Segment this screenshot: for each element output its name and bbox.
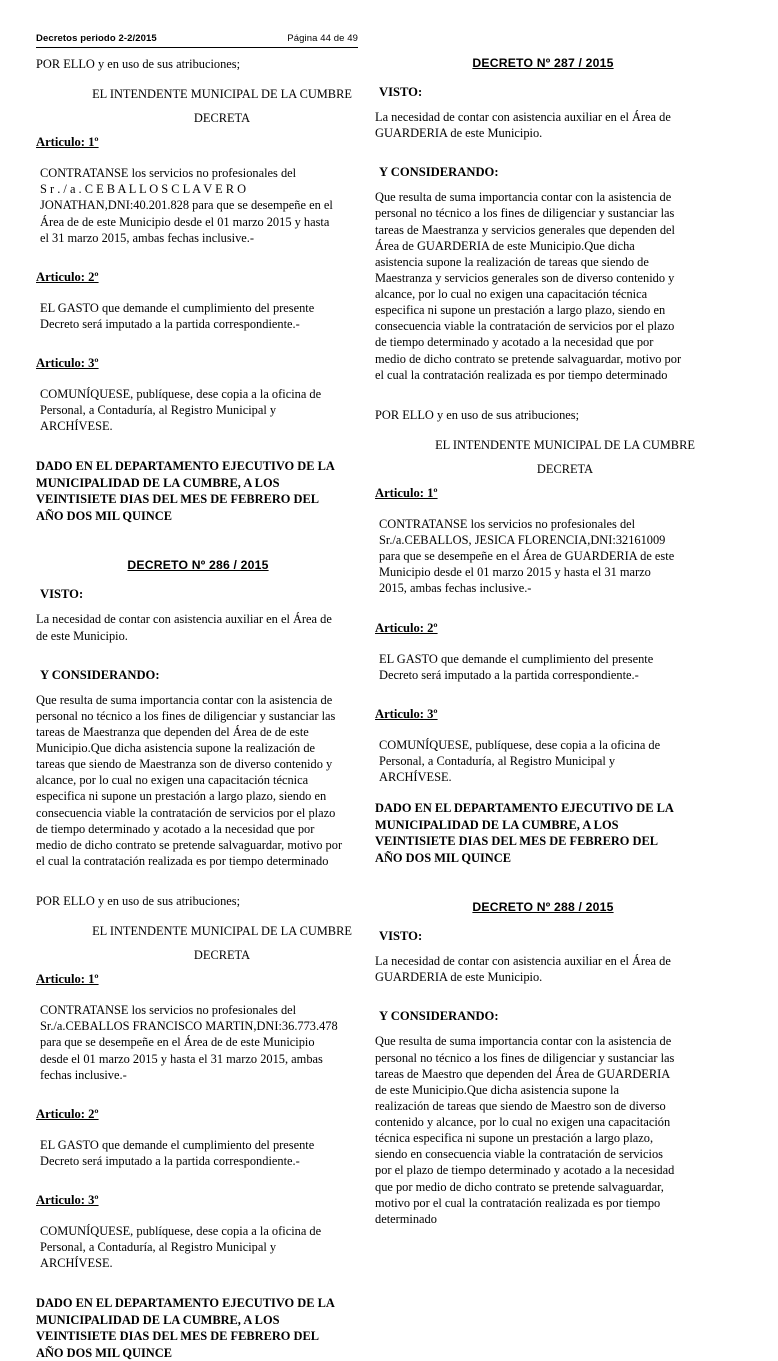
decreta-285: DECRETA	[193, 111, 251, 126]
articulo-2-line: EL GASTO que demande el cumplimiento del presente	[40, 1137, 315, 1152]
dado-line: AÑO DOS MIL QUINCE	[36, 1345, 172, 1360]
considerando-line: técnica especifica ni supone un prestación a largo plazo,	[375, 1131, 654, 1146]
articulo-1-line: S r . / a . C E B A L L O S C L A V E R O	[40, 182, 247, 197]
articulo-1-label-285: Articulo: 1º	[36, 135, 99, 150]
visto-label-288: VISTO:	[379, 929, 423, 944]
articulo-3-line: ARCHÍVESE.	[40, 1256, 113, 1271]
visto-line: La necesidad de contar con asistencia auxiliar en el Área de	[375, 110, 671, 124]
considerando-line: siendo en consecuencia viable la contratación de servicios	[375, 1147, 663, 1162]
visto-label-287: VISTO:	[379, 85, 423, 99]
articulo-1-line: Municipio desde el 01 marzo 2015 y hasta el 31 marzo	[379, 565, 651, 580]
visto-label-286: VISTO:	[40, 587, 84, 602]
page-number: Página 44 de 49	[287, 33, 358, 44]
visto-line: GUARDERIA de este Municipio.	[375, 970, 543, 985]
articulo-1-line: fechas inclusive.-	[40, 1067, 127, 1082]
dado-line: VEINTISIETE DIAS DEL MES DE FEBRERO DEL	[375, 834, 658, 849]
considerando-line: personal no técnico a los fines de diligenciar y sustanciar las	[375, 206, 675, 221]
considerando-line: contenido y alcance, por lo cual no exigen una capacitación	[375, 1115, 671, 1129]
articulo-1-line: CONTRATANSE los servicios no profesionales del	[40, 1003, 297, 1018]
dado-line: AÑO DOS MIL QUINCE	[375, 850, 511, 865]
header-title: Decretos periodo 2-2/2015	[36, 33, 157, 44]
articulo-1-line: para que se desempeñe en el Área de GUARDERIA de este	[379, 549, 675, 564]
considerando-line: tareas que siendo de Maestranza son de diverso contenido y	[36, 757, 333, 772]
considerando-line: Maestranza y servicios generales son de diverso contenido y	[375, 270, 675, 285]
dado-line: MUNICIPALIDAD DE LA CUMBRE, A LOS	[375, 817, 619, 832]
dado-line: MUNICIPALIDAD DE LA CUMBRE, A LOS	[36, 1312, 280, 1327]
por-ello-287: POR ELLO y en uso de sus atribuciones;	[375, 407, 580, 422]
dado-line: AÑO DOS MIL QUINCE	[36, 508, 172, 523]
por-ello-286: POR ELLO y en uso de sus atribuciones;	[36, 894, 241, 908]
considerando-line: alcance, por lo cual no exigen una capacitación técnica	[375, 287, 648, 301]
articulo-2-label-285: Articulo: 2º	[36, 269, 99, 284]
considerando-line: que por medio de dicho contrato se pretende salvaguardar,	[375, 1179, 664, 1194]
visto-line: GUARDERIA de este Municipio.	[375, 126, 543, 141]
articulo-1-label-287: Articulo: 1º	[375, 485, 438, 500]
dado-block-286	[36, 1295, 408, 1361]
articulo-3-label-285: Articulo: 3º	[36, 356, 99, 370]
por-ello-285: POR ELLO y en uso de sus atribuciones;	[36, 57, 241, 71]
visto-line: La necesidad de contar con asistencia auxiliar en el Área de	[375, 954, 671, 969]
considerando-line: tareas de Maestranza que dependen del Área de de este	[36, 724, 309, 739]
dado-line: DADO EN EL DEPARTAMENTO EJECUTIVO DE LA	[36, 459, 335, 474]
articulo-1-label-286: Articulo: 1º	[36, 972, 99, 987]
considerando-label-288: Y CONSIDERANDO:	[379, 1009, 499, 1024]
decreto-287-title: DECRETO Nº 287 / 2015	[472, 56, 614, 70]
articulo-2-line: Decreto será imputado a la partida correspondiente.-	[40, 316, 300, 331]
decreta-287: DECRETA	[536, 461, 594, 476]
articulo-1-line: JONATHAN,DNI:40.201.828 para que se desempeñe en el	[40, 198, 333, 213]
considerando-line: medio de dicho contrato se pretende salvaguardar, motivo por	[36, 837, 343, 852]
considerando-line: medio de dicho contrato se pretende salvaguardar, motivo por	[375, 351, 682, 366]
articulo-2-line: Decreto será imputado a la partida correspondiente.-	[379, 667, 639, 682]
right-column	[375, 56, 711, 1256]
decreto-288-title: DECRETO Nº 288 / 2015	[472, 900, 614, 915]
considerando-line: de este Municipio.Que dicha asistencia supone la	[375, 1082, 619, 1097]
articulo-3-line: Personal, a Contaduría, al Registro Municipal y	[40, 403, 277, 418]
considerando-line: Que resulta de suma importancia contar con la asistencia de	[375, 190, 672, 205]
considerando-line: asistencia supone la realización de tareas que siendo de	[375, 254, 649, 269]
considerando-line: Área de GUARDERIA de este Municipio.Que dicha	[375, 238, 635, 253]
left-column	[36, 56, 360, 1360]
considerando-line: el cual la contratación realizada es por tiempo determinado	[375, 367, 668, 382]
visto-line: de este Municipio.	[36, 628, 128, 643]
articulo-1-line: 2015, ambas fechas inclusive.-	[379, 581, 532, 596]
articulo-1-line: CONTRATANSE los servicios no profesionales del	[379, 516, 636, 531]
intendente-287: EL INTENDENTE MUNICIPAL DE LA CUMBRE	[435, 437, 695, 452]
considerando-line: especifica ni supone un prestación a largo plazo, siendo en	[375, 303, 666, 318]
articulo-1-line: el 31 marzo 2015, ambas fechas inclusive.-	[40, 230, 255, 245]
considerando-line: consecuencia viable la contratación de servicios por el plazo	[375, 319, 675, 334]
considerando-line: por el plazo de tiempo determinado y acotado a la necesidad	[375, 1163, 675, 1178]
dado-line: DADO EN EL DEPARTAMENTO EJECUTIVO DE LA	[375, 801, 674, 816]
decreta-286: DECRETA	[193, 948, 251, 963]
articulo-3-label-286: Articulo: 3º	[36, 1193, 99, 1207]
articulo-3-line: ARCHÍVESE.	[379, 770, 452, 784]
articulo-3-line: ARCHÍVESE.	[40, 419, 113, 434]
articulo-3-label-287: Articulo: 3º	[375, 706, 438, 721]
considerando-line: especifica ni supone un prestación a largo plazo, siendo en	[36, 789, 327, 804]
considerando-line: alcance, por lo cual no exigen una capacitación técnica	[36, 773, 309, 788]
dado-block-285	[36, 458, 408, 524]
considerando-line: tareas de Maestro que dependen del Área de GUARDERIA	[375, 1066, 671, 1081]
articulo-3-line: COMUNÍQUESE, publíquese, dese copia a la oficina de	[40, 387, 322, 401]
articulo-1-line: Sr./a.CEBALLOS FRANCISCO MARTIN,DNI:36.773.478	[40, 1019, 338, 1034]
intendente-286: EL INTENDENTE MUNICIPAL DE LA CUMBRE	[92, 924, 352, 939]
considerando-line: consecuencia viable la contratación de servicios por el plazo	[36, 805, 336, 820]
considerando-line: Que resulta de suma importancia contar con la asistencia de	[375, 1034, 672, 1049]
considerando-line: Municipio.Que dicha asistencia supone la realización de	[36, 741, 316, 755]
considerando-line: tareas de Maestranza y servicios generales que dependen del	[375, 222, 675, 237]
considerando-line: de tiempo determinado y acotado a la necesidad que por	[375, 335, 654, 350]
articulo-1-line: desde el 01 marzo 2015 y hasta el 31 marzo 2015, ambas	[40, 1051, 323, 1066]
considerando-line: Que resulta de suma importancia contar con la asistencia de	[36, 692, 333, 707]
articulo-3-line: COMUNÍQUESE, publíquese, dese copia a la oficina de	[379, 737, 661, 752]
articulo-2-line: EL GASTO que demande el cumplimiento del presente	[379, 651, 654, 666]
articulo-2-label-287: Articulo: 2º	[375, 620, 438, 635]
articulo-1-line: para que se desempeñe en el Área de de este Municipio	[40, 1035, 315, 1050]
considerando-line: personal no técnico a los fines de diligenciar y sustanciar las	[36, 708, 336, 723]
articulo-2-label-286: Articulo: 2º	[36, 1106, 99, 1121]
considerando-label-286: Y CONSIDERANDO:	[40, 667, 160, 682]
dado-line: DADO EN EL DEPARTAMENTO EJECUTIVO DE LA	[36, 1296, 335, 1311]
articulo-2-line: EL GASTO que demande el cumplimiento del presente	[40, 300, 315, 315]
dado-line: VEINTISIETE DIAS DEL MES DE FEBRERO DEL	[36, 1329, 319, 1344]
articulo-3-line: Personal, a Contaduría, al Registro Municipal y	[40, 1240, 277, 1255]
dado-block-287	[375, 800, 755, 866]
considerando-line: el cual la contratación realizada es por tiempo determinado	[36, 853, 329, 868]
dado-line: VEINTISIETE DIAS DEL MES DE FEBRERO DEL	[36, 492, 319, 507]
considerando-line: personal no técnico a los fines de diligenciar y sustanciar las	[375, 1050, 675, 1065]
decreto-286-title: DECRETO Nº 286 / 2015	[127, 558, 269, 573]
considerando-line: motivo por el cual la contratación realizada es por tiempo	[375, 1195, 661, 1210]
articulo-2-line: Decreto será imputado a la partida correspondiente.-	[40, 1153, 300, 1168]
articulo-3-line: COMUNÍQUESE, publíquese, dese copia a la oficina de	[40, 1224, 322, 1238]
visto-line: La necesidad de contar con asistencia auxiliar en el Área de	[36, 612, 332, 627]
articulo-1-line: CONTRATANSE los servicios no profesionales del	[40, 166, 297, 181]
dado-line: MUNICIPALIDAD DE LA CUMBRE, A LOS	[36, 475, 280, 490]
articulo-3-line: Personal, a Contaduría, al Registro Municipal y	[379, 753, 616, 768]
articulo-1-line: Sr./a.CEBALLOS, JESICA FLORENCIA,DNI:32161009	[379, 533, 666, 547]
considerando-label-287: Y CONSIDERANDO:	[379, 165, 499, 180]
intendente-285: EL INTENDENTE MUNICIPAL DE LA CUMBRE	[92, 87, 352, 102]
considerando-line: realización de tareas que siendo de Maestro son de diverso	[375, 1098, 666, 1113]
articulo-1-line: Área de de este Municipio desde el 01 marzo 2015 y hasta	[40, 214, 330, 229]
considerando-line: determinado	[375, 1211, 437, 1226]
considerando-line: de tiempo determinado y acotado a la necesidad que por	[36, 821, 315, 836]
page-header	[36, 33, 358, 48]
